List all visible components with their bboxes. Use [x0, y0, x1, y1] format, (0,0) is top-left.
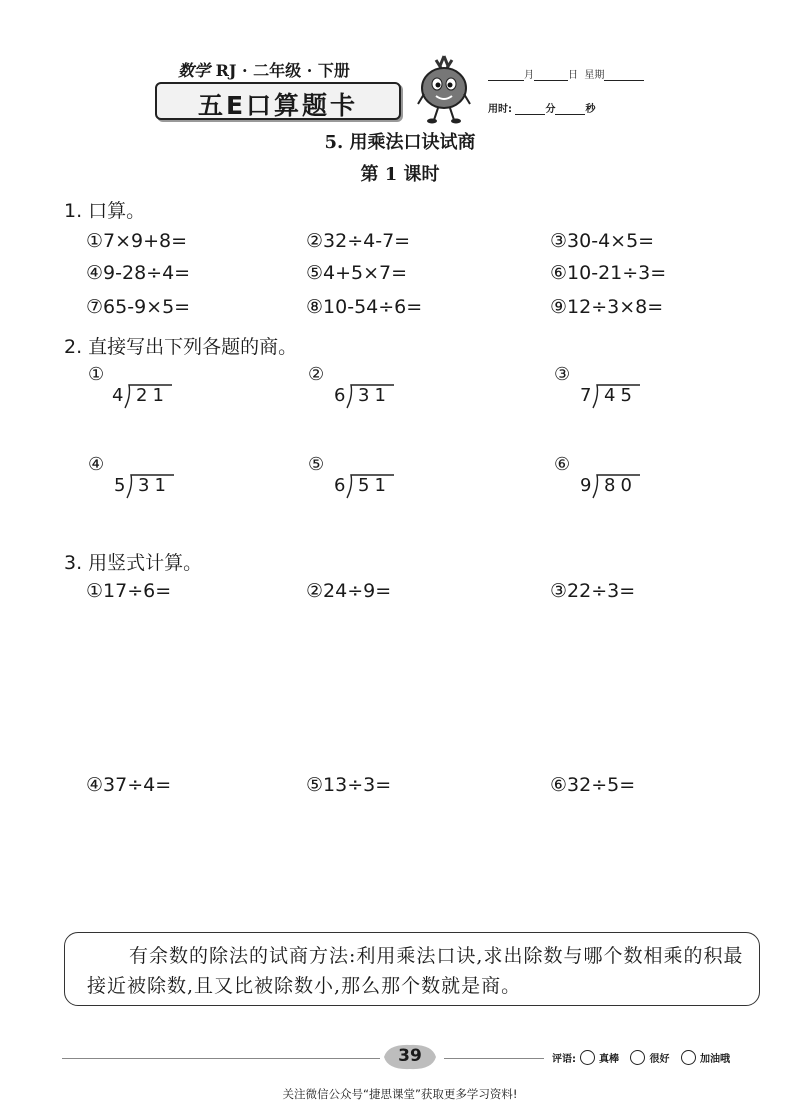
- item-number: ⑥: [554, 454, 571, 475]
- day-label: 日: [568, 70, 578, 81]
- s3-problem-5: ⑤13÷3=: [306, 774, 392, 796]
- s1-problem-5: ⑤4+5×7=: [306, 262, 408, 284]
- rating-row: [552, 1050, 730, 1065]
- date-line: [488, 66, 644, 81]
- month-label: 月: [524, 70, 534, 81]
- footer-divider-right: [444, 1058, 544, 1059]
- item-number: ⑤: [308, 454, 325, 475]
- section3-heading: 3. 用竖式计算。: [64, 552, 203, 574]
- long-division-3: [554, 364, 654, 414]
- dividend: 31: [358, 385, 391, 406]
- s1-problem-7: ⑦65-9×5=: [86, 296, 191, 318]
- lesson-subtitle: 第 1 课时: [360, 164, 440, 185]
- second-label: 秒: [585, 104, 596, 115]
- dividend: 45: [604, 385, 637, 406]
- s1-problem-1: ①7×9+8=: [86, 230, 188, 252]
- month-blank[interactable]: [488, 69, 524, 81]
- weekday-blank[interactable]: [604, 69, 644, 81]
- long-division-5: [308, 454, 408, 504]
- footer-divider-left: [62, 1058, 380, 1059]
- item-number: ③: [554, 364, 571, 385]
- s3-problem-4: ④37÷4=: [86, 774, 172, 796]
- weekday-label: 星期: [584, 70, 605, 81]
- s3-problem-6: ⑥32÷5=: [550, 774, 636, 796]
- divisor: 6: [334, 475, 346, 496]
- brand-banner: [155, 82, 401, 120]
- s3-problem-3: ③22÷3=: [550, 580, 636, 602]
- page-number: 39: [398, 1046, 422, 1066]
- long-division-1: [88, 364, 188, 414]
- happy-face-icon[interactable]: [630, 1050, 645, 1065]
- rating-label: 评语:: [552, 1054, 576, 1065]
- section2-heading: 2. 直接写出下列各题的商。: [64, 336, 298, 358]
- s3-problem-2: ②24÷9=: [306, 580, 392, 602]
- mascot-icon: [414, 52, 474, 124]
- s1-problem-8: ⑧10-54÷6=: [306, 296, 423, 318]
- long-division-4: [88, 454, 188, 504]
- divisor: 7: [580, 385, 592, 406]
- dividend: 31: [138, 475, 171, 496]
- day-blank[interactable]: [534, 69, 568, 81]
- brand-title: 五E口算题卡: [197, 91, 359, 120]
- section1-heading: 1. 口算。: [64, 200, 146, 222]
- s1-problem-6: ⑥10-21÷3=: [550, 262, 667, 284]
- rating-great: 真棒: [599, 1054, 619, 1065]
- s3-problem-1: ①17÷6=: [86, 580, 172, 602]
- rating-try: 加油哦: [699, 1054, 730, 1065]
- divisor: 5: [114, 475, 126, 496]
- lesson-title: 5. 用乘法口诀试商: [324, 132, 476, 153]
- item-number: ②: [308, 364, 325, 385]
- item-number: ④: [88, 454, 105, 475]
- tip-box: [64, 932, 760, 1006]
- cheer-face-icon[interactable]: [681, 1050, 696, 1065]
- long-division-6: [554, 454, 654, 504]
- dividend: 21: [136, 385, 169, 406]
- s1-problem-9: ⑨12÷3×8=: [550, 296, 664, 318]
- subject-text: 数学: [178, 61, 211, 80]
- s1-problem-3: ③30-4×5=: [550, 230, 655, 252]
- time-label: 用时:: [488, 104, 512, 115]
- divisor: 4: [112, 385, 124, 406]
- divisor: 6: [334, 385, 346, 406]
- item-number: ①: [88, 364, 105, 385]
- rating-good: 很好: [649, 1054, 670, 1065]
- minute-blank[interactable]: [515, 103, 545, 115]
- tip-text: 有余数的除法的试商方法:利用乘法口诀,求出除数与哪个数相乘的积最接近被除数,且又比被除数小,那么那个数就是商。: [87, 945, 744, 997]
- footer-note: 关注微信公众号“捷思课堂”获取更多学习资料!: [282, 1087, 518, 1101]
- s1-problem-4: ④9-28÷4=: [86, 262, 191, 284]
- second-blank[interactable]: [555, 103, 585, 115]
- long-division-2: [308, 364, 408, 414]
- dividend: 51: [358, 475, 391, 496]
- edition-text: RJ · 二年级 · 下册: [215, 61, 350, 80]
- s1-problem-2: ②32÷4-7=: [306, 230, 411, 252]
- smile-face-icon[interactable]: [580, 1050, 595, 1065]
- minute-label: 分: [545, 104, 556, 115]
- divisor: 9: [580, 475, 592, 496]
- dividend: 80: [604, 475, 637, 496]
- subject-label: [178, 58, 350, 81]
- time-line: [488, 100, 595, 115]
